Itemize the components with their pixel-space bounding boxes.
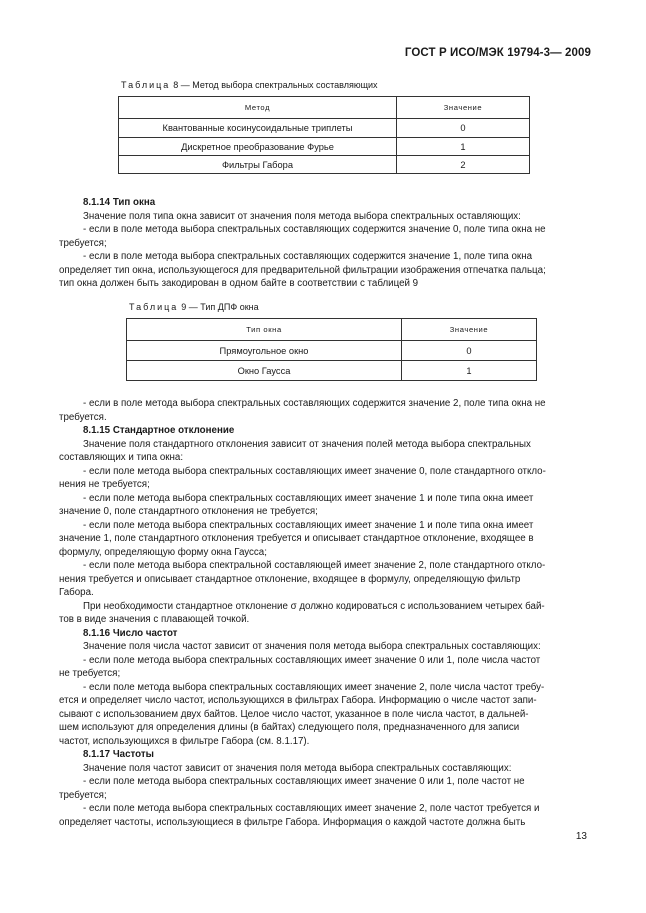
- table8-cell-value: 1: [397, 138, 530, 156]
- paragraph: Габора.: [59, 587, 94, 598]
- table-row: [119, 119, 530, 138]
- table-row: [119, 138, 530, 156]
- paragraph: - если поле метода выбора спектральных составляющих имеет значение 0, поле стандартного откло-: [83, 465, 546, 477]
- paragraph: тов в виде значения с плавающей точкой.: [59, 614, 250, 625]
- table9-header-value: Значение: [402, 319, 537, 341]
- paragraph: не требуется;: [59, 668, 121, 679]
- paragraph: Значение поля числа частот зависит от значения поля метода выбора спектральных составляющих:: [83, 641, 541, 652]
- paragraph: сывают с использованием двух байтов. Целое число частот, указанное в поле числа частот, в дальней-: [59, 708, 529, 720]
- paragraph: При необходимости стандартное отклонение σ должно кодироваться с использованием четырех бай-: [83, 600, 545, 612]
- paragraph: тип окна должен быть закодирован в одном байте в соответствии с таблицей 9: [59, 278, 419, 289]
- table9-caption-word: Таблица: [129, 302, 179, 312]
- table9-cell-value: 1: [402, 361, 537, 381]
- section-heading: 8.1.17 Частоты: [83, 749, 154, 760]
- table8-caption-word: Таблица: [121, 80, 171, 90]
- paragraph: нения требуется и описывает стандартное отклонение, входящее в формулу, определяющую фильтр: [59, 573, 521, 585]
- table8-cell-method: Квантованные косинусоидальные триплеты: [119, 119, 397, 138]
- paragraph: шем используют для определения длины (в байтах) следующего поля, предназначенного для записи: [59, 722, 520, 733]
- table8-cell-value: 2: [397, 156, 530, 174]
- paragraph: - если в поле метода выбора спектральных составляющих содержится значение 1, поле типа окна: [83, 251, 532, 262]
- paragraph: Значение поля стандартного отклонения зависит от значения полей метода выбора спектральных: [83, 438, 531, 450]
- table9: [126, 318, 537, 381]
- table8-header-row: [119, 97, 530, 119]
- paragraph: значение 0, поле стандартного отклонения не требуется;: [59, 506, 318, 517]
- table9-cell-value: 0: [402, 341, 537, 361]
- paragraph: составляющих и типа окна:: [59, 452, 184, 463]
- paragraph: Значение поля частот зависит от значения поля метода выбора спектральных составляющих:: [83, 762, 512, 774]
- paragraph: - если поле метода выбора спектральных составляющих имеет значение 1 и поле типа окна имеет: [83, 519, 534, 531]
- table8-cell-method: Дискретное преобразование Фурье: [119, 138, 397, 156]
- main-text: [59, 397, 589, 829]
- paragraph: - если поле метода выбора спектральных составляющих имеет значение 2, поле числа частот требу-: [83, 681, 545, 693]
- paragraph: частот, использующихся в фильтре Габора (см. 8.1.17).: [59, 735, 310, 747]
- paragraph: требуется;: [59, 237, 107, 249]
- paragraph: - если в поле метода выбора спектральных составляющих содержится значение 2, поле типа окна не: [83, 398, 546, 409]
- paragraph: формулу, определяющую форму окна Гаусса;: [59, 546, 267, 558]
- table8-cell-method: Фильтры Габора: [119, 156, 397, 174]
- table8-caption: [121, 80, 378, 90]
- section-heading: 8.1.14 Тип окна: [83, 197, 156, 208]
- paragraph: - если поле метода выбора спектральных составляющих имеет значение 0 или 1, поле числа частот: [83, 654, 541, 666]
- paragraph: - если поле метода выбора спектральных составляющих имеет значение 1 и поле типа окна имеет: [83, 492, 534, 504]
- table8-header-value: Значение: [397, 97, 530, 119]
- section-8-1-14: [59, 196, 589, 291]
- paragraph: ется и определяет число частот, использующихся в фильтрах Габора. Информацию о числе частот запи-: [59, 695, 537, 706]
- paragraph: - если поле метода выбора спектральной составляющей имеет значение 2, поле стандартного откло-: [83, 560, 546, 571]
- paragraph: нения не требуется;: [59, 479, 150, 490]
- table8: [118, 96, 530, 174]
- section-heading: 8.1.16 Число частот: [83, 627, 178, 639]
- table9-caption: [129, 302, 259, 312]
- table9-cell-type: Прямоугольное окно: [127, 341, 402, 361]
- paragraph: определяет тип окна, использующегося для предварительной фильтрации изображения отпечатка пальца;: [59, 264, 546, 276]
- paragraph: значение 1, поле стандартного отклонения требуется и описывает стандартное отклонение, входящее в: [59, 533, 534, 544]
- table9-header-type: Тип окна: [127, 319, 402, 341]
- table8-header-method: Метод: [119, 97, 397, 119]
- section-heading: 8.1.15 Стандартное отклонение: [83, 425, 235, 436]
- table-row: [119, 156, 530, 174]
- paragraph: Значение поля типа окна зависит от значения поля метода выбора спектральных оставляющих:: [83, 210, 521, 222]
- table-row: [127, 341, 537, 361]
- paragraph: определяет частоты, использующиеся в фильтре Габора. Информация о каждой частоте должна быть: [59, 816, 526, 828]
- document-header: ГОСТ Р ИСО/МЭК 19794-3— 2009: [404, 47, 591, 59]
- table8-caption-text: 8 — Метод выбора спектральных составляющих: [173, 80, 378, 90]
- paragraph: - если в поле метода выбора спектральных составляющих содержится значение 0, поле типа окна не: [83, 224, 546, 235]
- table9-cell-type: Окно Гаусса: [127, 361, 402, 381]
- page-number: 13: [575, 831, 587, 842]
- table9-header-row: [127, 319, 537, 341]
- table8-cell-value: 0: [397, 119, 530, 138]
- paragraph: требуется.: [59, 411, 107, 423]
- paragraph: - если поле метода выбора спектральных составляющих имеет значение 2, поле частот требуется и: [83, 803, 540, 814]
- paragraph: требуется;: [59, 789, 107, 801]
- table-row: [127, 361, 537, 381]
- paragraph: - если поле метода выбора спектральных составляющих имеет значение 0 или 1, поле частот не: [83, 776, 525, 787]
- table9-caption-text: 9 — Тип ДПФ окна: [181, 302, 259, 312]
